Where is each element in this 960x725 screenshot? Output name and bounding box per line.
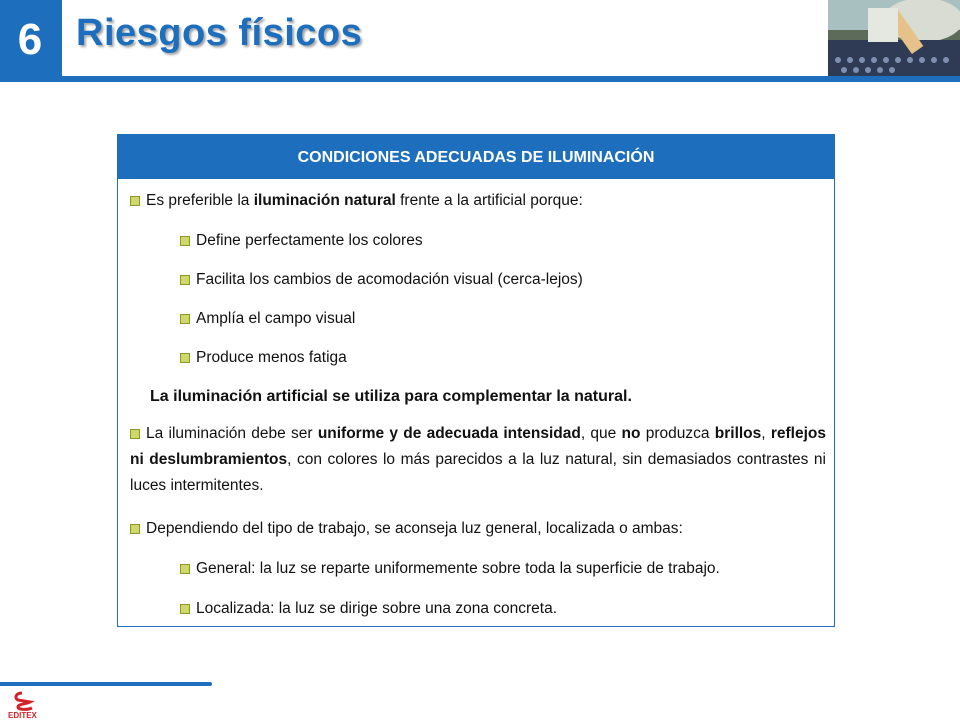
square-bullet-icon — [180, 275, 190, 285]
note-text: La iluminación artificial se utiliza para complementar la natural. — [150, 388, 632, 405]
square-bullet-icon — [180, 314, 190, 324]
list-item: Es preferible la iluminación natural frente a la artificial porque: — [130, 191, 583, 211]
list-item: Facilita los cambios de acomodación visual (cerca-lejos) — [180, 270, 583, 290]
square-bullet-icon — [130, 196, 140, 206]
svg-text:EDITEX: EDITEX — [8, 711, 37, 720]
box-heading: CONDICIONES ADECUADAS DE ILUMINACIÓN — [118, 135, 834, 179]
square-bullet-icon — [180, 604, 190, 614]
list-item: Dependiendo del tipo de trabajo, se aconseja luz general, localizada o ambas: — [130, 519, 683, 539]
list-item: Define perfectamente los colores — [180, 231, 423, 251]
list-item: Localizada: la luz se dirige sobre una zona concreta. — [180, 599, 557, 619]
square-bullet-icon — [180, 564, 190, 574]
square-bullet-icon — [180, 353, 190, 363]
list-item: General: la luz se reparte uniformemente sobre toda la superficie de trabajo. — [180, 559, 720, 579]
square-bullet-icon — [130, 429, 140, 439]
square-bullet-icon — [180, 236, 190, 246]
list-item: Amplía el campo visual — [180, 309, 355, 329]
list-item: La iluminación debe ser uniforme y de adecuada intensidad, que no produzca brillos, reflejos ni deslumbramientos, con colores lo más parecidos a la luz natural, sin demasiados contrastes ni luces intermitentes. — [130, 425, 826, 494]
chapter-number: 6 — [17, 15, 43, 64]
list-item: Produce menos fatiga — [180, 348, 347, 368]
header-photo — [828, 0, 960, 76]
page-title: Riesgos físicos — [76, 12, 363, 54]
footer-bar — [0, 682, 212, 686]
square-bullet-icon — [130, 524, 140, 534]
content-box — [117, 134, 835, 627]
editex-logo — [6, 690, 50, 720]
